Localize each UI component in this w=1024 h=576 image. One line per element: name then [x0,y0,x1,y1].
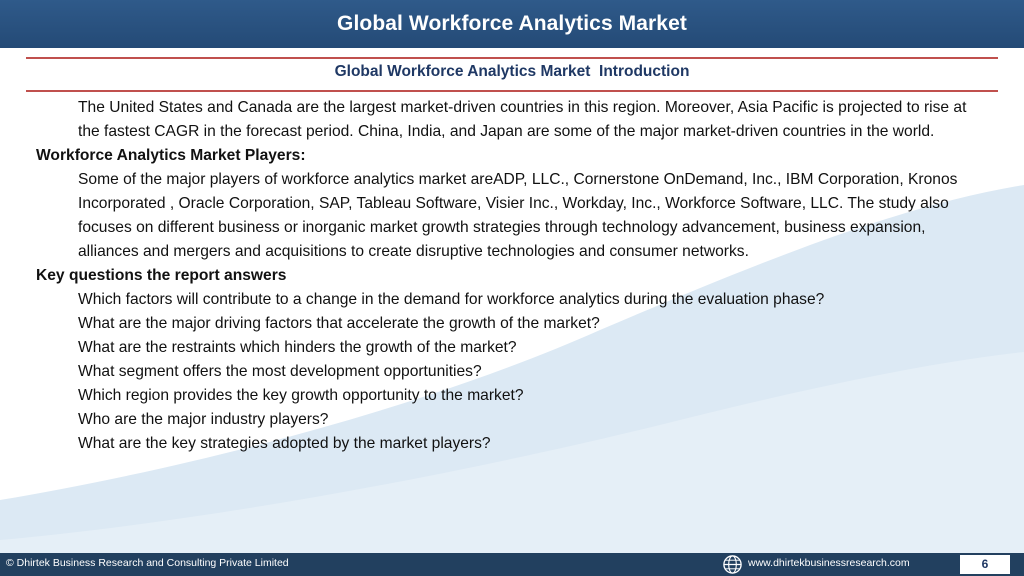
questions-list [0,288,1024,456]
header-bar [0,0,1024,48]
intro-paragraph: The United States and Canada are the largest market-driven countries in this region. Moreover, Asia Pacific is projected to rise at the fastest CAGR in the forecast period. China, India, and Japan are some of the major market-driven countries in the world. [78,99,967,140]
title-rule-bottom [26,90,998,92]
question-item: Which region provides the key growth opportunity to the market? [78,387,524,404]
players-paragraph: Some of the major players of workforce analytics market areADP, LLC., Cornerstone OnDemand, Inc., IBM Corporation, Kronos Incorporated , Oracle Corporation, SAP, Tableau Software, Visier Inc., Workday, Inc., Workforce Software, LLC. The study also focuses on different business or inorganic market growth strategies through technology advancement, business expansion, alliances and mergers and acquisitions to create disruptive technologies and consumer networks. [78,171,958,260]
question-item: Who are the major industry players? [78,411,329,428]
question-item: What are the restraints which hinders the growth of the market? [78,339,517,356]
page-number: 6 [960,555,1010,574]
page-title: Global Workforce Analytics Market [337,12,687,35]
questions-heading: Key questions the report answers [36,267,287,284]
question-item: What are the key strategies adopted by the market players? [78,435,491,452]
globe-icon [722,554,743,575]
website-link[interactable]: www.dhirtekbusinessresearch.com [748,557,910,569]
content-body [0,96,1024,456]
question-item: Which factors will contribute to a change in the demand for workforce analytics during the evaluation phase? [78,291,825,308]
footer-bar [0,553,1024,576]
section-title: Global Workforce Analytics Market Introduction [334,63,690,80]
question-item: What segment offers the most development opportunities? [78,363,482,380]
copyright-text: © Dhirtek Business Research and Consulting Private Limited [6,557,289,569]
players-heading: Workforce Analytics Market Players: [36,147,306,164]
title-rule-top [26,57,998,59]
question-item: What are the major driving factors that accelerate the growth of the market? [78,315,600,332]
